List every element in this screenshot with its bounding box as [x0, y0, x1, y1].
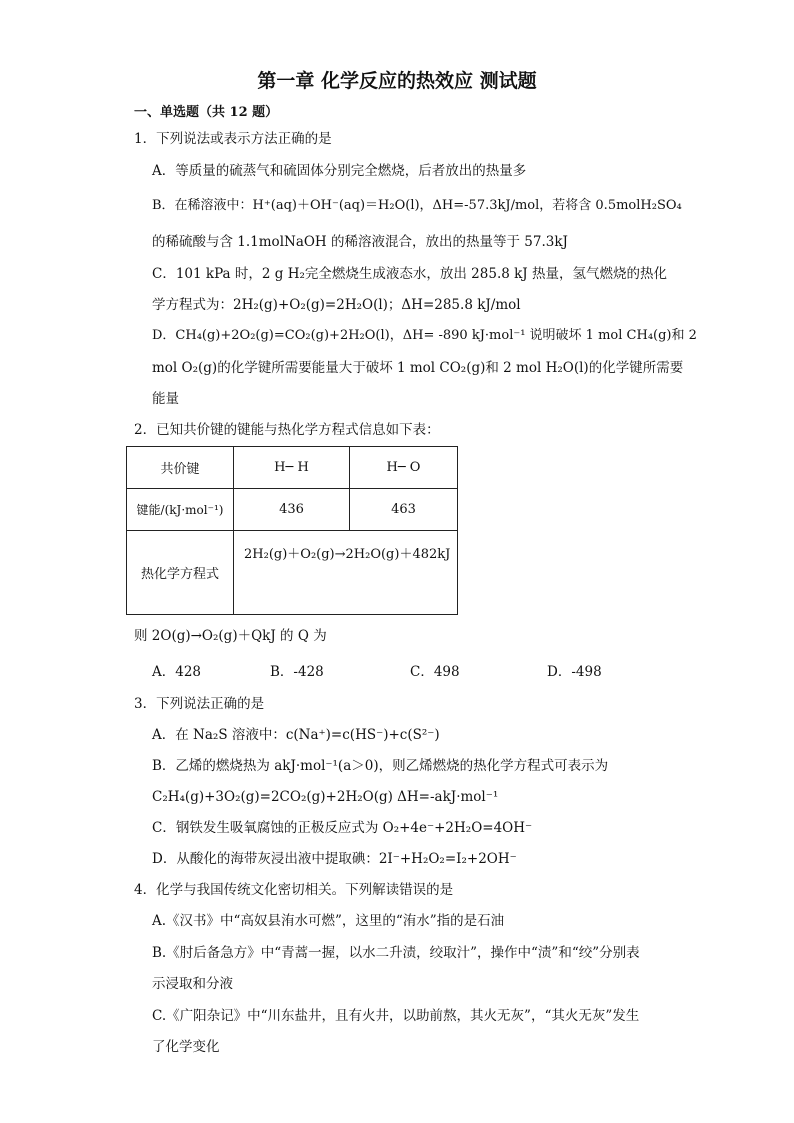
- q1-option-d-line2: mol O₂(g)的化学键所需要能量大于破坏 1 mol CO₂(g)和 2 mol H₂O(l)的化学键所需要: [152, 360, 684, 376]
- q1-option-d-line3: 能量: [152, 391, 179, 407]
- q3-option-a: A．在 Na₂S 溶液中：c(Na⁺)=c(HS⁻)+c(S²⁻): [152, 727, 440, 743]
- q3-option-d: D．从酸化的海带灰浸出液中提取碘：2I⁻+H₂O₂=I₂+2OH⁻: [152, 851, 517, 867]
- q2-option-b: B．-428: [270, 664, 324, 680]
- q1-option-c-line2: 学方程式为：2H₂(g)+O₂(g)=2H₂O(l)；ΔH=285.8 kJ/mol: [152, 297, 521, 313]
- table-header-h-o: H─ O: [350, 447, 458, 489]
- page-title: 第一章 化学反应的热效应 测试题: [257, 70, 537, 92]
- table-equation: 2H₂(g)＋O₂(g)→2H₂O(g)＋482kJ: [234, 531, 458, 615]
- q4-option-b-line1: B.《肘后备急方》中“青蒿一握，以水二升渍，绞取汁”，操作中“渍”和“绞”分别表: [152, 945, 640, 961]
- q2-option-a: A．428: [152, 664, 202, 680]
- table-label-equation: 热化学方程式: [127, 531, 234, 615]
- q3-option-c: C．钢铁发生吸氧腐蚀的正极反应式为 O₂+4e⁻+2H₂O=4OH⁻: [152, 820, 533, 836]
- q1-option-b-line1: B．在稀溶液中：H⁺(aq)＋OH⁻(aq)＝H₂O(l)，ΔH=-57.3kJ/mol，若将含 0.5molH₂SO₄: [152, 198, 682, 213]
- table-header-h-h: H─ H: [234, 447, 350, 489]
- q1-option-d-line1: D．CH₄(g)+2O₂(g)=CO₂(g)+2H₂O(l)，ΔH= -890 kJ·mol⁻¹ 说明破坏 1 mol CH₄(g)和 2: [152, 328, 697, 343]
- q2-stem: 2．已知共价键的键能与热化学方程式信息如下表：: [134, 422, 440, 438]
- q1-option-a: A．等质量的硫蒸气和硫固体分别完全燃烧，后者放出的热量多: [152, 163, 527, 179]
- q4-stem: 4．化学与我国传统文化密切相关。下列解读错误的是: [134, 882, 454, 898]
- q4-option-c-line2: 了化学变化: [152, 1039, 220, 1055]
- q4-option-a: A.《汉书》中“高奴县洧水可燃”，这里的“洧水”指的是石油: [152, 913, 505, 929]
- q2-option-c: C．498: [410, 664, 460, 680]
- section-heading: 一、单选题（共 12 题）: [134, 105, 279, 120]
- q4-option-c-line1: C.《广阳杂记》中“川东盐井，且有火井，以助前熬，其火无灰”，“其火无灰”发生: [152, 1008, 640, 1024]
- q1-stem: 1．下列说法或表示方法正确的是: [134, 131, 332, 147]
- q3-stem: 3．下列说法正确的是: [134, 696, 265, 712]
- table-value-h-h: 436: [234, 489, 350, 531]
- table-header-bond: 共价键: [127, 447, 234, 489]
- q2-question: 则 2O(g)→O₂(g)＋QkJ 的 Q 为: [134, 628, 327, 644]
- q1-option-b-line2: 的稀硫酸与含 1.1molNaOH 的稀溶液混合，放出的热量等于 57.3kJ: [152, 234, 568, 250]
- q4-option-b-line2: 示浸取和分液: [152, 976, 233, 992]
- q2-option-d: D．-498: [547, 664, 602, 680]
- q3-option-b-line2: C₂H₄(g)+3O₂(g)=2CO₂(g)+2H₂O(g) ΔH=-akJ·mol⁻¹: [152, 789, 499, 805]
- table-label-bond-energy: 键能/(kJ·mol⁻¹): [127, 489, 234, 531]
- bond-energy-table: [126, 446, 458, 615]
- q1-option-c-line1: C．101 kPa 时，2 g H₂完全燃烧生成液态水，放出 285.8 kJ 热量，氢气燃烧的热化: [152, 266, 667, 282]
- q3-option-b-line1: B．乙烯的燃烧热为 akJ·mol⁻¹(a＞0)，则乙烯燃烧的热化学方程式可表示为: [152, 758, 609, 774]
- table-value-h-o: 463: [350, 489, 458, 531]
